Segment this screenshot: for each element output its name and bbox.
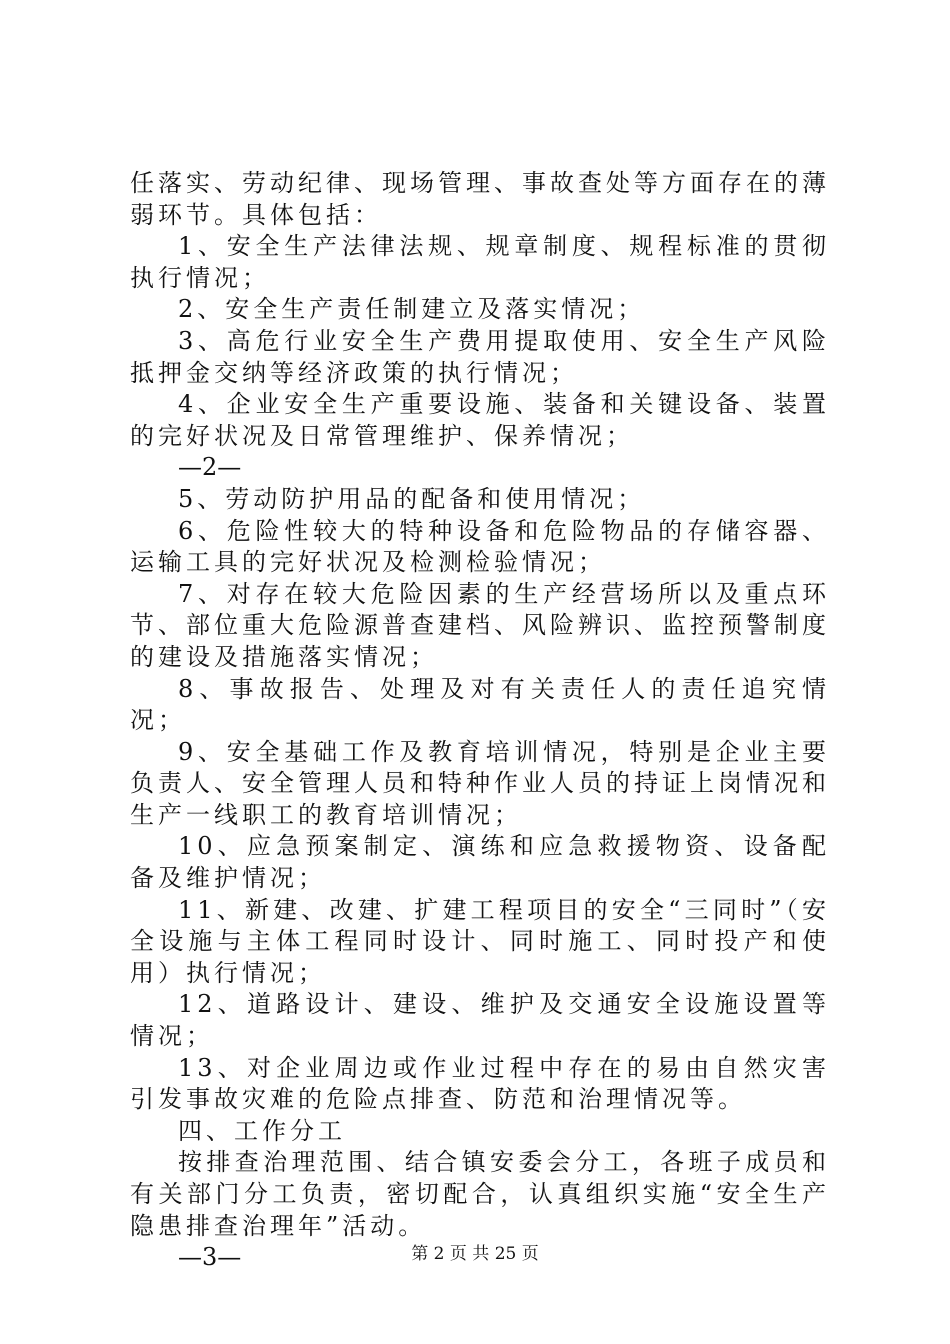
list-item-1: 1、安全生产法律法规、规章制度、规程标准的贯彻执行情况； xyxy=(130,232,830,292)
list-item-7: 7、对存在较大危险因素的生产经营场所以及重点环节、部位重大危险源普查建档、风险辨识、监控预警制度的建设及措施落实情况； xyxy=(130,579,830,671)
list-item-6: 6、危险性较大的特种设备和危险物品的存储容器、运输工具的完好状况及检测检验情况； xyxy=(130,516,830,577)
list-item-4: 4、企业安全生产重要设施、装备和关键设备、装置的完好状况及日常管理维护、保养情况； xyxy=(130,390,830,450)
list-item-9: 9、安全基础工作及教育培训情况，特别是企业主要负责人、安全管理人员和特种作业人员的持证上岗情况和生产一线职工的教育培训情况； xyxy=(130,737,830,829)
page-footer: 第 2 页 共 25 页 xyxy=(411,1244,539,1264)
work-division-paragraph: 按排查治理范围、结合镇安委会分工，各班子成员和有关部门分工负责，密切配合，认真组织实施“安全生产隐患排查治理年”活动。 xyxy=(130,1148,830,1240)
list-item-3: 3、高危行业安全生产费用提取使用、安全生产风险抵押金交纳等经济政策的执行情况； xyxy=(130,326,830,387)
list-item-10: 10、应急预案制定、演练和应急救援物资、设备配备及维护情况； xyxy=(130,832,830,893)
list-item-12: 12、道路设计、建设、维护及交通安全设施设置等情况； xyxy=(130,990,830,1051)
section-heading: 四、工作分工 xyxy=(178,1116,346,1145)
inline-page-marker: —3— xyxy=(178,1243,242,1272)
paragraph-continuation: 任落实、劳动纪律、现场管理、事故查处等方面存在的薄弱环节。具体包括： xyxy=(130,169,830,229)
list-item-13: 13、对企业周边或作业过程中存在的易由自然灾害引发事故灾难的危险点排查、防范和治理情况等。 xyxy=(130,1053,830,1114)
list-item-5: 5、劳动防护用品的配备和使用情况； xyxy=(178,484,646,513)
list-item-2: 2、安全生产责任制建立及落实情况； xyxy=(178,295,646,324)
inline-page-marker: —2— xyxy=(178,453,242,482)
list-item-8: 8、事故报告、处理及对有关责任人的责任追究情况； xyxy=(130,674,830,735)
list-item-11: 11、新建、改建、扩建工程项目的安全“三同时”（安全设施与主体工程同时设计、同时施工、同时投产和使用）执行情况； xyxy=(130,895,830,987)
document-body xyxy=(130,168,830,1274)
